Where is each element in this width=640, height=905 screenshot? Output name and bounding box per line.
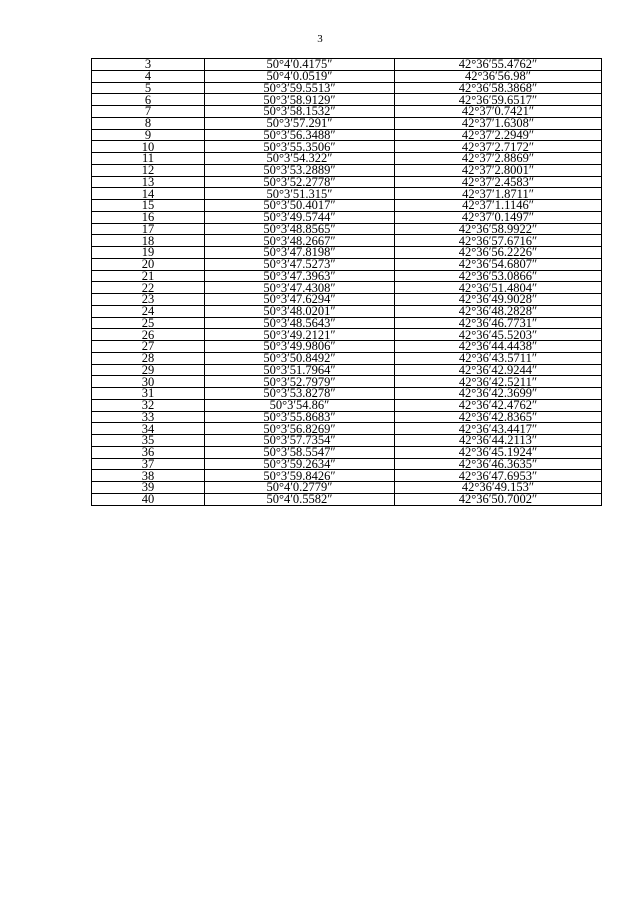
table-row xyxy=(92,376,602,388)
table-row xyxy=(92,129,602,141)
latitude-cell: 50°3′53.8278″ xyxy=(205,388,395,400)
latitude-cell: 50°3′59.5513″ xyxy=(205,82,395,94)
point-number-cell: 31 xyxy=(92,388,205,400)
table-row xyxy=(92,282,602,294)
point-number-cell: 14 xyxy=(92,188,205,200)
longitude-cell: 42°36′47.6953″ xyxy=(395,470,602,482)
longitude-cell: 42°37′2.8001″ xyxy=(395,164,602,176)
latitude-cell: 50°3′49.2121″ xyxy=(205,329,395,341)
latitude-cell: 50°3′58.1532″ xyxy=(205,106,395,118)
longitude-cell: 42°36′43.4417″ xyxy=(395,423,602,435)
point-number-cell: 18 xyxy=(92,235,205,247)
point-number-cell: 24 xyxy=(92,305,205,317)
table-row xyxy=(92,188,602,200)
latitude-cell: 50°4′0.0519″ xyxy=(205,70,395,82)
latitude-cell: 50°4′0.4175″ xyxy=(205,59,395,71)
longitude-cell: 42°36′46.3635″ xyxy=(395,458,602,470)
table-row xyxy=(92,70,602,82)
point-number-cell: 22 xyxy=(92,282,205,294)
point-number-cell: 9 xyxy=(92,129,205,141)
point-number-cell: 30 xyxy=(92,376,205,388)
point-number-cell: 15 xyxy=(92,200,205,212)
latitude-cell: 50°3′47.4308″ xyxy=(205,282,395,294)
latitude-cell: 50°3′48.0201″ xyxy=(205,305,395,317)
latitude-cell: 50°3′59.2634″ xyxy=(205,458,395,470)
latitude-cell: 50°3′47.5273″ xyxy=(205,258,395,270)
longitude-cell: 42°36′45.5203″ xyxy=(395,329,602,341)
longitude-cell: 42°36′59.6517″ xyxy=(395,94,602,106)
table-row xyxy=(92,446,602,458)
table-row xyxy=(92,164,602,176)
latitude-cell: 50°4′0.5582″ xyxy=(205,493,395,505)
point-number-cell: 20 xyxy=(92,258,205,270)
table-row xyxy=(92,247,602,259)
latitude-cell: 50°3′49.9806″ xyxy=(205,341,395,353)
table-row xyxy=(92,435,602,447)
point-number-cell: 27 xyxy=(92,341,205,353)
coordinates-table-body xyxy=(92,59,602,506)
point-number-cell: 4 xyxy=(92,70,205,82)
point-number-cell: 33 xyxy=(92,411,205,423)
point-number-cell: 16 xyxy=(92,211,205,223)
latitude-cell: 50°3′47.3963″ xyxy=(205,270,395,282)
point-number-cell: 29 xyxy=(92,364,205,376)
table-row xyxy=(92,153,602,165)
page-number: 3 xyxy=(317,33,323,45)
table-row xyxy=(92,117,602,129)
latitude-cell: 50°3′54.322″ xyxy=(205,153,395,165)
longitude-cell: 42°36′43.5711″ xyxy=(395,352,602,364)
point-number-cell: 36 xyxy=(92,446,205,458)
point-number-cell: 25 xyxy=(92,317,205,329)
latitude-cell: 50°3′50.8492″ xyxy=(205,352,395,364)
latitude-cell: 50°4′0.2779″ xyxy=(205,482,395,494)
table-row xyxy=(92,59,602,71)
latitude-cell: 50°3′49.5744″ xyxy=(205,211,395,223)
longitude-cell: 42°36′46.7731″ xyxy=(395,317,602,329)
point-number-cell: 6 xyxy=(92,94,205,106)
longitude-cell: 42°36′50.7002″ xyxy=(395,493,602,505)
longitude-cell: 42°36′48.2828″ xyxy=(395,305,602,317)
latitude-cell: 50°3′52.7979″ xyxy=(205,376,395,388)
latitude-cell: 50°3′47.8198″ xyxy=(205,247,395,259)
point-number-cell: 13 xyxy=(92,176,205,188)
table-row xyxy=(92,399,602,411)
latitude-cell: 50°3′51.7964″ xyxy=(205,364,395,376)
point-number-cell: 8 xyxy=(92,117,205,129)
latitude-cell: 50°3′55.8683″ xyxy=(205,411,395,423)
table-row xyxy=(92,458,602,470)
point-number-cell: 35 xyxy=(92,435,205,447)
point-number-cell: 11 xyxy=(92,153,205,165)
longitude-cell: 42°36′54.6807″ xyxy=(395,258,602,270)
longitude-cell: 42°36′42.8365″ xyxy=(395,411,602,423)
longitude-cell: 42°36′42.3699″ xyxy=(395,388,602,400)
point-number-cell: 23 xyxy=(92,294,205,306)
longitude-cell: 42°37′1.1146″ xyxy=(395,200,602,212)
table-row xyxy=(92,493,602,505)
table-row xyxy=(92,329,602,341)
table-row xyxy=(92,352,602,364)
point-number-cell: 38 xyxy=(92,470,205,482)
table-row xyxy=(92,258,602,270)
longitude-cell: 42°37′0.7421″ xyxy=(395,106,602,118)
table-row xyxy=(92,82,602,94)
longitude-cell: 42°36′45.1924″ xyxy=(395,446,602,458)
longitude-cell: 42°36′51.4804″ xyxy=(395,282,602,294)
latitude-cell: 50°3′58.5547″ xyxy=(205,446,395,458)
point-number-cell: 37 xyxy=(92,458,205,470)
coordinates-table xyxy=(91,58,602,506)
table-row xyxy=(92,141,602,153)
point-number-cell: 12 xyxy=(92,164,205,176)
latitude-cell: 50°3′51.315″ xyxy=(205,188,395,200)
longitude-cell: 42°36′57.6716″ xyxy=(395,235,602,247)
latitude-cell: 50°3′58.9129″ xyxy=(205,94,395,106)
table-row xyxy=(92,470,602,482)
table-row xyxy=(92,294,602,306)
table-row xyxy=(92,482,602,494)
latitude-cell: 50°3′57.291″ xyxy=(205,117,395,129)
latitude-cell: 50°3′59.8426″ xyxy=(205,470,395,482)
table-row xyxy=(92,317,602,329)
table-row xyxy=(92,106,602,118)
latitude-cell: 50°3′55.3506″ xyxy=(205,141,395,153)
longitude-cell: 42°37′2.7172″ xyxy=(395,141,602,153)
table-row xyxy=(92,211,602,223)
table-row xyxy=(92,176,602,188)
latitude-cell: 50°3′48.8565″ xyxy=(205,223,395,235)
longitude-cell: 42°36′49.9028″ xyxy=(395,294,602,306)
longitude-cell: 42°36′56.2226″ xyxy=(395,247,602,259)
longitude-cell: 42°36′53.0866″ xyxy=(395,270,602,282)
longitude-cell: 42°36′42.5211″ xyxy=(395,376,602,388)
point-number-cell: 5 xyxy=(92,82,205,94)
longitude-cell: 42°37′0.1497″ xyxy=(395,211,602,223)
longitude-cell: 42°36′49.153″ xyxy=(395,482,602,494)
longitude-cell: 42°37′2.8869″ xyxy=(395,153,602,165)
table-row xyxy=(92,235,602,247)
latitude-cell: 50°3′48.2667″ xyxy=(205,235,395,247)
table-row xyxy=(92,223,602,235)
point-number-cell: 40 xyxy=(92,493,205,505)
longitude-cell: 42°36′42.9244″ xyxy=(395,364,602,376)
longitude-cell: 42°36′42.4762″ xyxy=(395,399,602,411)
longitude-cell: 42°36′55.4762″ xyxy=(395,59,602,71)
point-number-cell: 7 xyxy=(92,106,205,118)
longitude-cell: 42°36′58.3868″ xyxy=(395,82,602,94)
table-row xyxy=(92,341,602,353)
longitude-cell: 42°37′2.4583″ xyxy=(395,176,602,188)
table-row xyxy=(92,388,602,400)
latitude-cell: 50°3′56.8269″ xyxy=(205,423,395,435)
table-row xyxy=(92,94,602,106)
point-number-cell: 34 xyxy=(92,423,205,435)
point-number-cell: 21 xyxy=(92,270,205,282)
point-number-cell: 39 xyxy=(92,482,205,494)
latitude-cell: 50°3′50.4017″ xyxy=(205,200,395,212)
table-row xyxy=(92,423,602,435)
point-number-cell: 26 xyxy=(92,329,205,341)
longitude-cell: 42°37′1.6308″ xyxy=(395,117,602,129)
latitude-cell: 50°3′54.86″ xyxy=(205,399,395,411)
point-number-cell: 17 xyxy=(92,223,205,235)
latitude-cell: 50°3′53.2889″ xyxy=(205,164,395,176)
point-number-cell: 3 xyxy=(92,59,205,71)
longitude-cell: 42°36′44.2113″ xyxy=(395,435,602,447)
longitude-cell: 42°36′44.4438″ xyxy=(395,341,602,353)
point-number-cell: 28 xyxy=(92,352,205,364)
table-row xyxy=(92,305,602,317)
point-number-cell: 10 xyxy=(92,141,205,153)
latitude-cell: 50°3′56.3488″ xyxy=(205,129,395,141)
longitude-cell: 42°36′58.9922″ xyxy=(395,223,602,235)
point-number-cell: 32 xyxy=(92,399,205,411)
table-row xyxy=(92,200,602,212)
latitude-cell: 50°3′47.6294″ xyxy=(205,294,395,306)
table-row xyxy=(92,270,602,282)
longitude-cell: 42°36′56.98″ xyxy=(395,70,602,82)
table-row xyxy=(92,411,602,423)
latitude-cell: 50°3′48.5643″ xyxy=(205,317,395,329)
latitude-cell: 50°3′57.7354″ xyxy=(205,435,395,447)
table-row xyxy=(92,364,602,376)
longitude-cell: 42°37′2.2949″ xyxy=(395,129,602,141)
latitude-cell: 50°3′52.2778″ xyxy=(205,176,395,188)
longitude-cell: 42°37′1.8711″ xyxy=(395,188,602,200)
point-number-cell: 19 xyxy=(92,247,205,259)
